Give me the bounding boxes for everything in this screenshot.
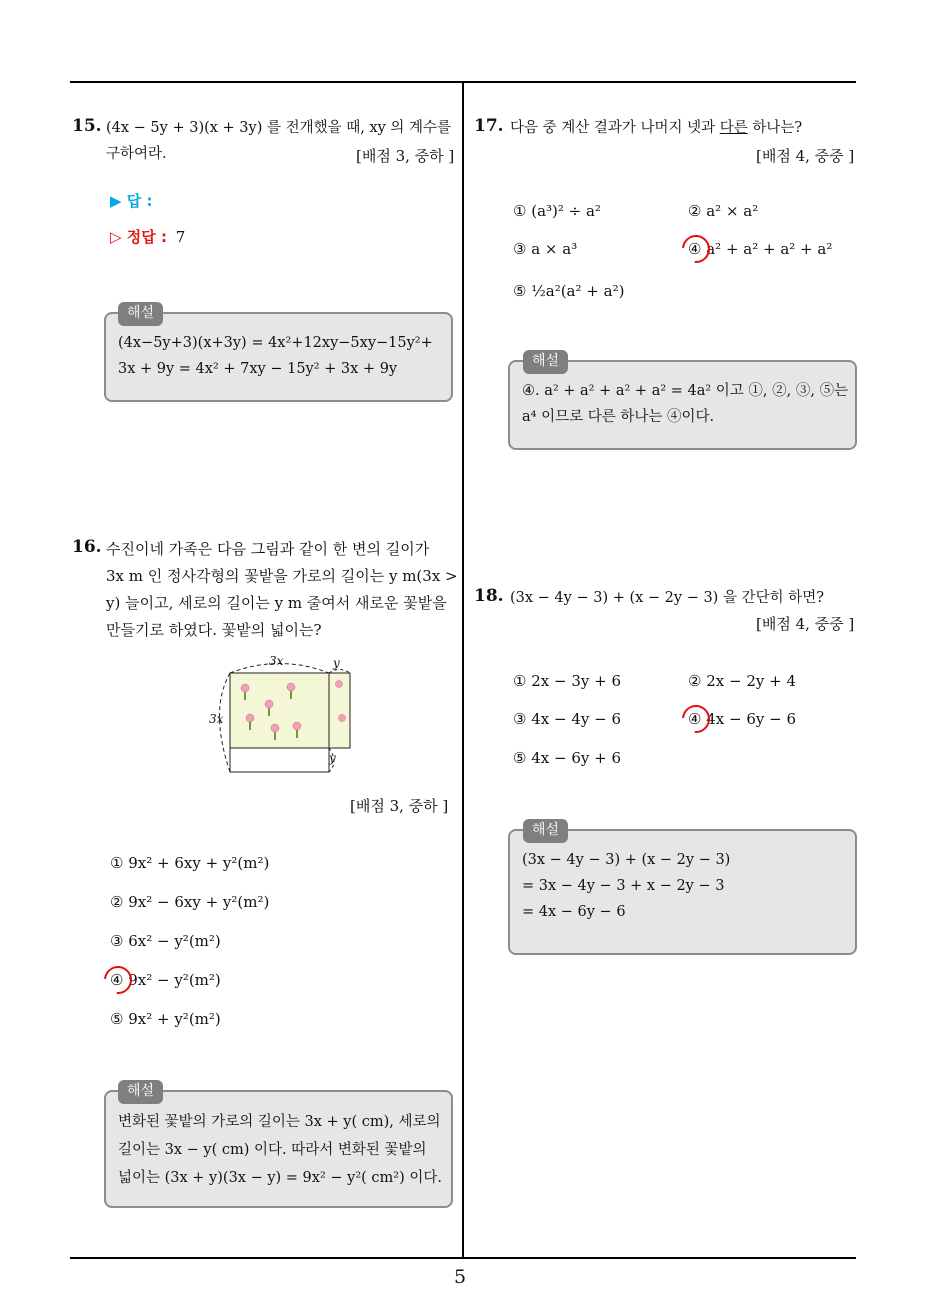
q16-answer-circle-mark <box>98 960 137 999</box>
fig-label-bottomright: y <box>329 751 336 765</box>
q18-choice-3[interactable]: ③ 4x − 4y − 6 <box>513 710 621 728</box>
q16-choice-1[interactable]: ① 9x² + 6xy + y²(m²) <box>110 854 270 872</box>
q16-line4: 만들기로 하였다. 꽃밭의 넓이는? <box>106 621 322 639</box>
q16-number: 16. <box>72 537 102 557</box>
q18-answer-circle-mark <box>676 699 715 738</box>
q16-points: [배점 3, 중하 ] <box>350 797 449 815</box>
page-number: 5 <box>454 1266 467 1288</box>
q15-answer-label: ▶ 답 : <box>110 192 153 210</box>
q16-choice-4[interactable]: ④ 9x² − y²(m²) <box>110 971 221 989</box>
q16-figure <box>205 654 365 774</box>
q18-choice-5[interactable]: ⑤ 4x − 6y + 6 <box>513 749 621 767</box>
q17-points: [배점 4, 중중 ] <box>756 147 855 165</box>
q16-line3: y) 늘이고, 세로의 길이는 y m 줄여서 새로운 꽃밭을 <box>106 594 447 612</box>
q18-choice-4[interactable]: ④ 4x − 6y − 6 <box>688 710 796 728</box>
q17-number: 17. <box>474 116 504 136</box>
q17-choice-2[interactable]: ② a² × a² <box>688 202 759 220</box>
q15-correct-value: 7 <box>175 228 186 246</box>
q18-solution-tag: 해설 <box>523 819 568 843</box>
q17-choice-4[interactable]: ④ a² + a² + a² + a² <box>688 240 833 258</box>
q16-choice-2[interactable]: ② 9x² − 6xy + y²(m²) <box>110 893 270 911</box>
q16-choice-3[interactable]: ③ 6x² − y²(m²) <box>110 932 221 950</box>
q18-solution-line2: = 3x − 4y − 3 + x − 2y − 3 <box>522 878 725 894</box>
q15-solution-line2: 3x + 9y = 4x² + 7xy − 15y² + 3x + 9y <box>118 361 398 377</box>
q18-solution-box <box>508 829 857 955</box>
q16-solution-line1: 변화된 꽃밭의 가로의 길이는 3x + y( cm), 세로의 <box>118 1114 441 1130</box>
q15-number: 15. <box>72 116 102 136</box>
q17-solution-line1: ④. a² + a² + a² + a² = 4a² 이고 ①, ②, ③, ⑤는 <box>522 383 849 399</box>
q17-text-b: 하나는? <box>747 120 803 136</box>
q18-solution-line3: = 4x − 6y − 6 <box>522 904 626 920</box>
garden-diagram <box>205 654 365 774</box>
q15-solution-line1: (4x−5y+3)(x+3y) = 4x²+12xy−5xy−15y²+ <box>118 335 433 351</box>
q17-choice-1[interactable]: ① (a³)² ÷ a² <box>513 202 601 220</box>
q17-solution-tag: 해설 <box>523 350 568 374</box>
fig-label-top: 3x <box>269 654 284 668</box>
q17-choice-5[interactable]: ⑤ ½a²(a² + a²) <box>513 282 625 300</box>
q15-solution-tag: 해설 <box>118 302 163 326</box>
q17-question <box>510 115 802 142</box>
q16-solution-box <box>104 1090 453 1208</box>
fig-label-left: 3x <box>209 712 224 726</box>
q17-answer-circle-mark <box>676 229 715 268</box>
q15-line1: (4x − 5y + 3)(x + 3y) 를 전개했을 때, xy 의 계수를 <box>106 120 452 136</box>
q18-points: [배점 4, 중중 ] <box>756 615 855 633</box>
q17-text-underlined: 다른 <box>719 120 748 136</box>
q18-line1: (3x − 4y − 3) + (x − 2y − 3) 을 간단히 하면? <box>510 590 824 606</box>
q15-correct-label: ▷ 정답 : <box>110 228 167 246</box>
q17-solution-line2: a⁴ 이므로 다른 하나는 ④이다. <box>522 409 715 425</box>
column-divider <box>462 81 464 1259</box>
q15-line2: 구하여라. <box>106 146 167 162</box>
q16-line1: 수진이네 가족은 다음 그림과 같이 한 변의 길이가 <box>106 540 430 558</box>
q17-choice-3[interactable]: ③ a × a³ <box>513 240 578 258</box>
q16-choice-5[interactable]: ⑤ 9x² + y²(m²) <box>110 1010 221 1028</box>
q18-solution-line1: (3x − 4y − 3) + (x − 2y − 3) <box>522 852 731 868</box>
q18-number: 18. <box>474 586 504 606</box>
q18-choice-1[interactable]: ① 2x − 3y + 6 <box>513 672 621 690</box>
q16-solution-line2: 길이는 3x − y( cm) 이다. 따라서 변화된 꽃밭의 <box>118 1142 427 1158</box>
bottom-rule <box>70 1257 856 1259</box>
q16-line2: 3x m 인 정사각형의 꽃밭을 가로의 길이는 y m(3x > <box>106 567 458 585</box>
q16-solution-tag: 해설 <box>118 1080 163 1104</box>
fig-label-topright: y <box>333 656 340 670</box>
q15-correct-row <box>110 226 185 247</box>
q17-text-a: 다음 중 계산 결과가 나머지 넷과 <box>510 120 720 136</box>
q15-points: [배점 3, 중하 ] <box>356 147 455 165</box>
q16-solution-line3: 넓이는 (3x + y)(3x − y) = 9x² − y²( cm²) 이다. <box>118 1170 442 1186</box>
q18-choice-2[interactable]: ② 2x − 2y + 4 <box>688 672 796 690</box>
